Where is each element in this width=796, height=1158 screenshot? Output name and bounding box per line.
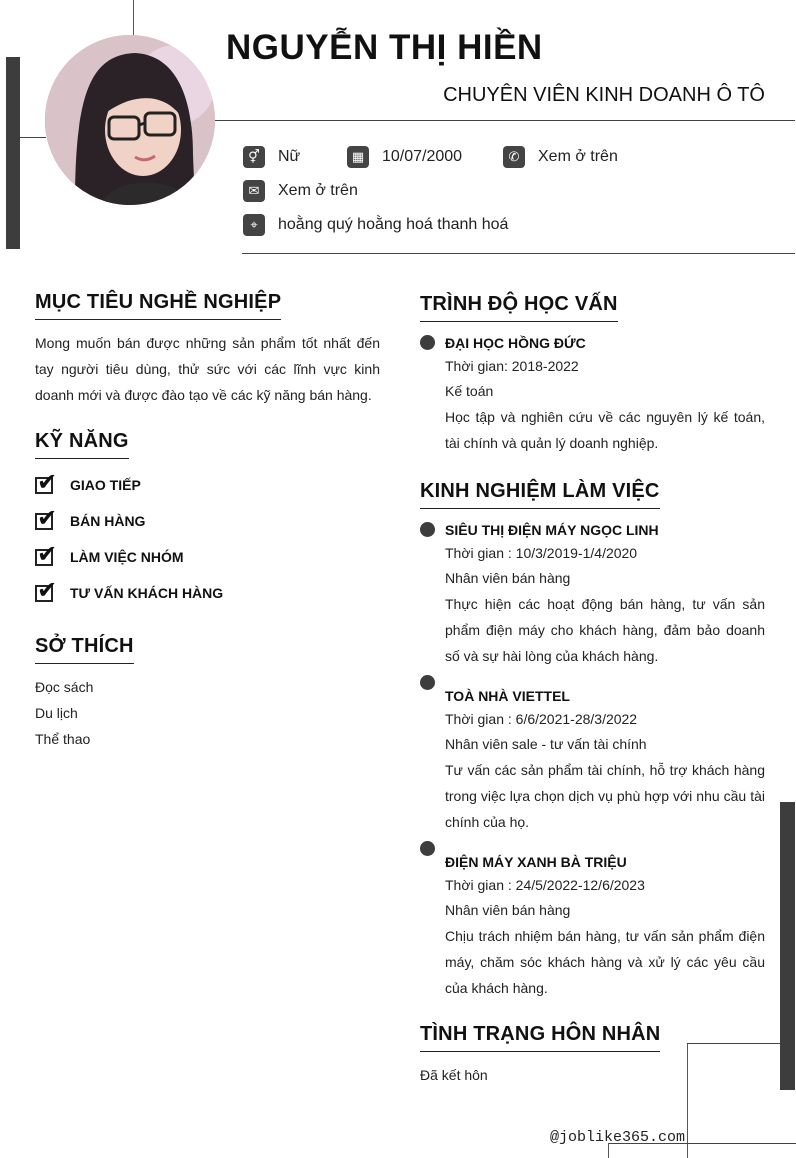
experience-description: Thực hiện các hoạt động bán hàng, tư vấn sản phẩm điện máy cho khách hàng, đảm bảo doanh số và sự hài lòng của khách hàng. bbox=[445, 596, 765, 664]
gender-row bbox=[243, 146, 300, 168]
company-name: TOÀ NHÀ VIETTEL bbox=[445, 688, 570, 704]
experience-time: Thời gian : 6/6/2021-28/3/2022 bbox=[445, 711, 638, 727]
experience-entry bbox=[420, 519, 765, 669]
left-accent-bar bbox=[6, 57, 20, 249]
education-time: Thời gian: 2018-2022 bbox=[445, 358, 579, 374]
company-name: ĐIỆN MÁY XANH BÀ TRIỆU bbox=[445, 854, 627, 870]
education-title: TRÌNH ĐỘ HỌC VẤN bbox=[420, 293, 618, 322]
experience-time: Thời gian : 24/5/2022-12/6/2023 bbox=[445, 877, 645, 893]
experience-position: Nhân viên sale - tư vấn tài chính bbox=[445, 736, 647, 752]
email-value: Xem ở trên bbox=[278, 182, 358, 199]
corner-frame-top bbox=[687, 1043, 781, 1044]
gender-value: Nữ bbox=[278, 148, 301, 165]
skill-item bbox=[35, 575, 380, 611]
right-accent-bar bbox=[780, 802, 795, 1090]
hobby-item: Thể thao bbox=[35, 731, 91, 747]
checkbox-checked-icon: ✔ bbox=[37, 468, 58, 496]
experience-description: Chịu trách nhiệm bán hàng, tư vấn sản phẩm điện máy, chăm sóc khách hàng và xử lý các yêu cầu của khách hàng. bbox=[445, 928, 765, 996]
corner-frame-left bbox=[687, 1043, 688, 1158]
timeline-dot bbox=[420, 335, 435, 350]
job-title: CHUYÊN VIÊN KINH DOANH Ô TÔ bbox=[443, 84, 765, 106]
skill-label: LÀM VIỆC NHÓM bbox=[70, 549, 184, 565]
skill-label: TƯ VẤN KHÁCH HÀNG bbox=[70, 585, 224, 601]
education-description: Học tập và nghiên cứu về các nguyên lý kế toán, tài chính và quản lý doanh nghiệp. bbox=[445, 409, 765, 451]
candidate-name: NGUYỄN THỊ HIỀN bbox=[226, 28, 543, 67]
watermark: @joblike365.com bbox=[550, 1129, 686, 1146]
location-pin-icon: ⌖ bbox=[243, 214, 265, 236]
timeline-dot bbox=[420, 841, 435, 856]
career-objective-section bbox=[35, 291, 380, 408]
marital-status-section bbox=[420, 1023, 680, 1088]
birthday-value: 10/07/2000 bbox=[382, 148, 463, 165]
company-name: SIÊU THỊ ĐIỆN MÁY NGỌC LINH bbox=[445, 522, 659, 538]
skill-label: BÁN HÀNG bbox=[70, 513, 146, 529]
checkbox-checked-icon: ✔ bbox=[37, 576, 58, 604]
calendar-icon: ▦ bbox=[347, 146, 369, 168]
phone-icon: ✆ bbox=[503, 146, 525, 168]
checkbox-checked-icon: ✔ bbox=[37, 504, 58, 532]
experience-entry bbox=[420, 841, 765, 1001]
birthday-row bbox=[347, 146, 462, 168]
phone-row bbox=[503, 146, 618, 168]
experience-position: Nhân viên bán hàng bbox=[445, 570, 571, 586]
skills-title: KỸ NĂNG bbox=[35, 430, 129, 459]
skill-item bbox=[35, 503, 380, 539]
info-divider bbox=[242, 253, 795, 254]
skills-section bbox=[35, 430, 380, 611]
hobbies-section bbox=[35, 635, 380, 752]
career-objective-title: MỤC TIÊU NGHỀ NGHIỆP bbox=[35, 291, 281, 320]
avatar bbox=[45, 35, 215, 205]
hobby-item: Đọc sách bbox=[35, 679, 94, 695]
experience-description: Tư vấn các sản phẩm tài chính, hỗ trợ khách hàng trong việc lựa chọn dịch vụ phù hợp với nhu cầu tài chính của họ. bbox=[445, 762, 765, 830]
experience-entry bbox=[420, 675, 765, 835]
education-entry bbox=[420, 332, 765, 456]
skill-label: GIAO TIẾP bbox=[70, 477, 141, 493]
timeline-dot bbox=[420, 522, 435, 537]
experience-time: Thời gian : 10/3/2019-1/4/2020 bbox=[445, 545, 638, 561]
timeline-dot bbox=[420, 675, 435, 690]
experience-position: Nhân viên bán hàng bbox=[445, 902, 571, 918]
marital-status-value: Đã kết hôn bbox=[420, 1067, 488, 1083]
gender-icon: ⚥ bbox=[243, 146, 265, 168]
education-section bbox=[420, 293, 765, 456]
top-divider-vertical bbox=[133, 0, 134, 36]
hobbies-title: SỞ THÍCH bbox=[35, 635, 134, 664]
school-name: ĐẠI HỌC HỒNG ĐỨC bbox=[445, 335, 586, 351]
hobby-item: Du lịch bbox=[35, 705, 78, 721]
phone-value: Xem ở trên bbox=[538, 148, 618, 165]
header-divider bbox=[215, 120, 795, 121]
education-major: Kế toán bbox=[445, 383, 494, 399]
address-value: hoằng quý hoằng hoá thanh hoá bbox=[278, 216, 509, 233]
marital-status-title: TÌNH TRẠNG HÔN NHÂN bbox=[420, 1023, 660, 1052]
avatar-portrait-illustration bbox=[45, 35, 215, 205]
career-objective-text: Mong muốn bán được những sản phẩm tốt nhất đến tay người tiêu dùng, thử sức với các lĩnh vực kinh doanh mới và được đào tạo về các kỹ năng bán hàng. bbox=[35, 335, 380, 403]
skill-item bbox=[35, 467, 380, 503]
skill-item bbox=[35, 539, 380, 575]
email-row bbox=[243, 180, 358, 202]
envelope-icon: ✉ bbox=[243, 180, 265, 202]
avatar-side-line bbox=[20, 137, 46, 138]
experience-title: KINH NGHIỆM LÀM VIỆC bbox=[420, 480, 660, 509]
checkbox-checked-icon: ✔ bbox=[37, 540, 58, 568]
experience-section bbox=[420, 480, 765, 1001]
address-row bbox=[243, 214, 508, 236]
